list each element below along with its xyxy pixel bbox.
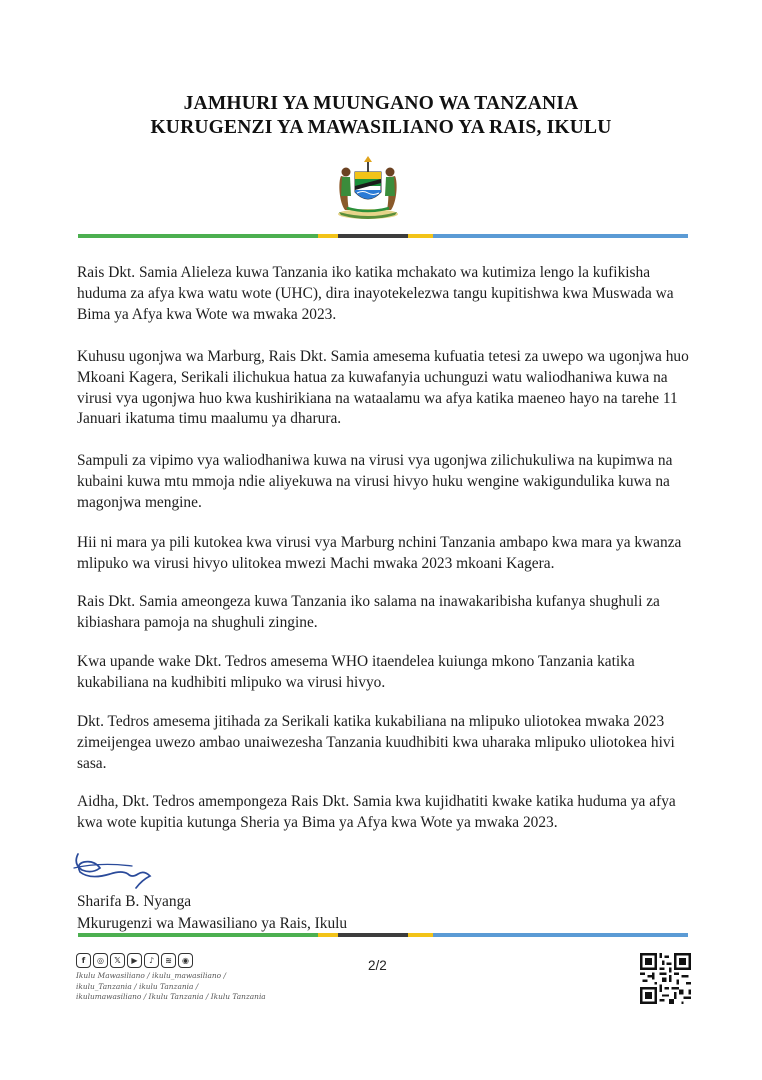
- stripe-green: [78, 234, 318, 238]
- instagram-icon: ◎: [93, 953, 108, 968]
- tiktok-icon: ♪: [144, 953, 159, 968]
- stripe-yellow: [408, 933, 433, 937]
- stripe-blue: [433, 234, 688, 238]
- stripe-blue: [433, 933, 688, 937]
- footer-color-stripe: [78, 933, 688, 937]
- qr-code-icon: [640, 953, 691, 1004]
- paragraph: Hii ni mara ya pili kutokea kwa virusi vya Marburg nchini Tanzania ambapo kwa mara ya kwanza mlipuko wa virusi hivyo ulitokea mwezi Machi mwaka 2023 mkoani Kagera.: [77, 534, 682, 572]
- x-icon: 𝕏: [110, 953, 125, 968]
- social-icons: [76, 953, 193, 968]
- header-line-1: JAMHURI YA MUUNGANO WA TANZANIA: [183, 93, 579, 114]
- social-handles: [76, 971, 276, 1003]
- stripe-yellow: [318, 234, 338, 238]
- paragraph: Kuhusu ugonjwa wa Marburg, Rais Dkt. Samia amesema kufuatia tetesi za uwepo wa ugonjwa huo Mkoani Kagera, Serikali ilichukua hatua za kuwafanyia uchunguzi watu waliodhaniwa kuwa na virusi vya ugonjwa huo kwa kushirikiana na wataalamu wa afya katika maeneo hayo na tarehe 11 Januari ikatuma timu maalumu ya dharura.: [77, 348, 689, 428]
- header-color-stripe: [78, 234, 688, 238]
- paragraph: Kwa upande wake Dkt. Tedros amesema WHO itaendelea kuiunga mkono Tanzania katika kukabiliana na kudhibiti mlipuko wa virusi hivyo.: [77, 653, 635, 691]
- header-line-2: KURUGENZI YA MAWASILIANO YA RAIS, IKULU: [150, 117, 612, 138]
- paragraph: Rais Dkt. Samia ameongeza kuwa Tanzania iko salama na inawakaribisha kufanya shughuli za kibiashara pamoja na shughuli zingine.: [77, 593, 660, 631]
- paragraph: Aidha, Dkt. Tedros amempongeza Rais Dkt. Samia kwa kujidhatiti kwake katika huduma ya afya kwa wote kupitia kutunga Sheria ya Bima ya Afya kwa Wote ya mwaka 2023.: [77, 793, 676, 831]
- paragraph: Sampuli za vipimo vya waliodhaniwa kuwa na virusi vya ugonjwa zilichukuliwa na kupimwa na kubaini kuwa mtu mmoja ndie aliyekuwa na virusi hivyo huku wengine wakigundulika kuwa na magonjwa mengine.: [77, 452, 673, 511]
- handle-line: ikulu_Tanzania / ikulu Tanzania /: [76, 981, 199, 991]
- handwritten-signature: [70, 848, 162, 892]
- paragraph: Rais Dkt. Samia Alieleza kuwa Tanzania iko katika mchakato wa kutimiza lengo la kufikisha huduma za afya kwa watu wote (UHC), dira inayotekelezwa tangu kupitishwa kwa Muswada wa Bima ya Afya kwa Wote wa mwaka 2023.: [77, 264, 674, 323]
- page-number: 2/2: [368, 958, 387, 973]
- handle-line: ikulumawasiliano / Ikulu Tanzania / Ikulu Tanzania: [76, 992, 266, 1001]
- stripe-black: [338, 933, 408, 937]
- handle-line: Ikulu Mawasiliano / ikulu_mawasiliano /: [76, 971, 226, 980]
- coat-of-arms-icon: [333, 152, 403, 222]
- stripe-yellow: [408, 234, 433, 238]
- youtube-icon: ▶: [127, 953, 142, 968]
- facebook-icon: f: [76, 953, 91, 968]
- stripe-green: [78, 933, 318, 937]
- stripe-black: [338, 234, 408, 238]
- stripe-yellow: [318, 933, 338, 937]
- podcast-icon: ◉: [178, 953, 193, 968]
- signer-name: Sharifa B. Nyanga: [77, 893, 192, 910]
- signer-title: Mkurugenzi wa Mawasiliano ya Rais, Ikulu: [77, 915, 348, 932]
- spotify-icon: ≋: [161, 953, 176, 968]
- paragraph: Dkt. Tedros amesema jitihada za Serikali katika kukabiliana na mlipuko uliotokea mwaka 2023 zimeijengea uwezo ambao unaiwezesha Tanzania kuudhibiti kwa uharaka mlipuko uliotokea hivi sasa.: [77, 713, 675, 772]
